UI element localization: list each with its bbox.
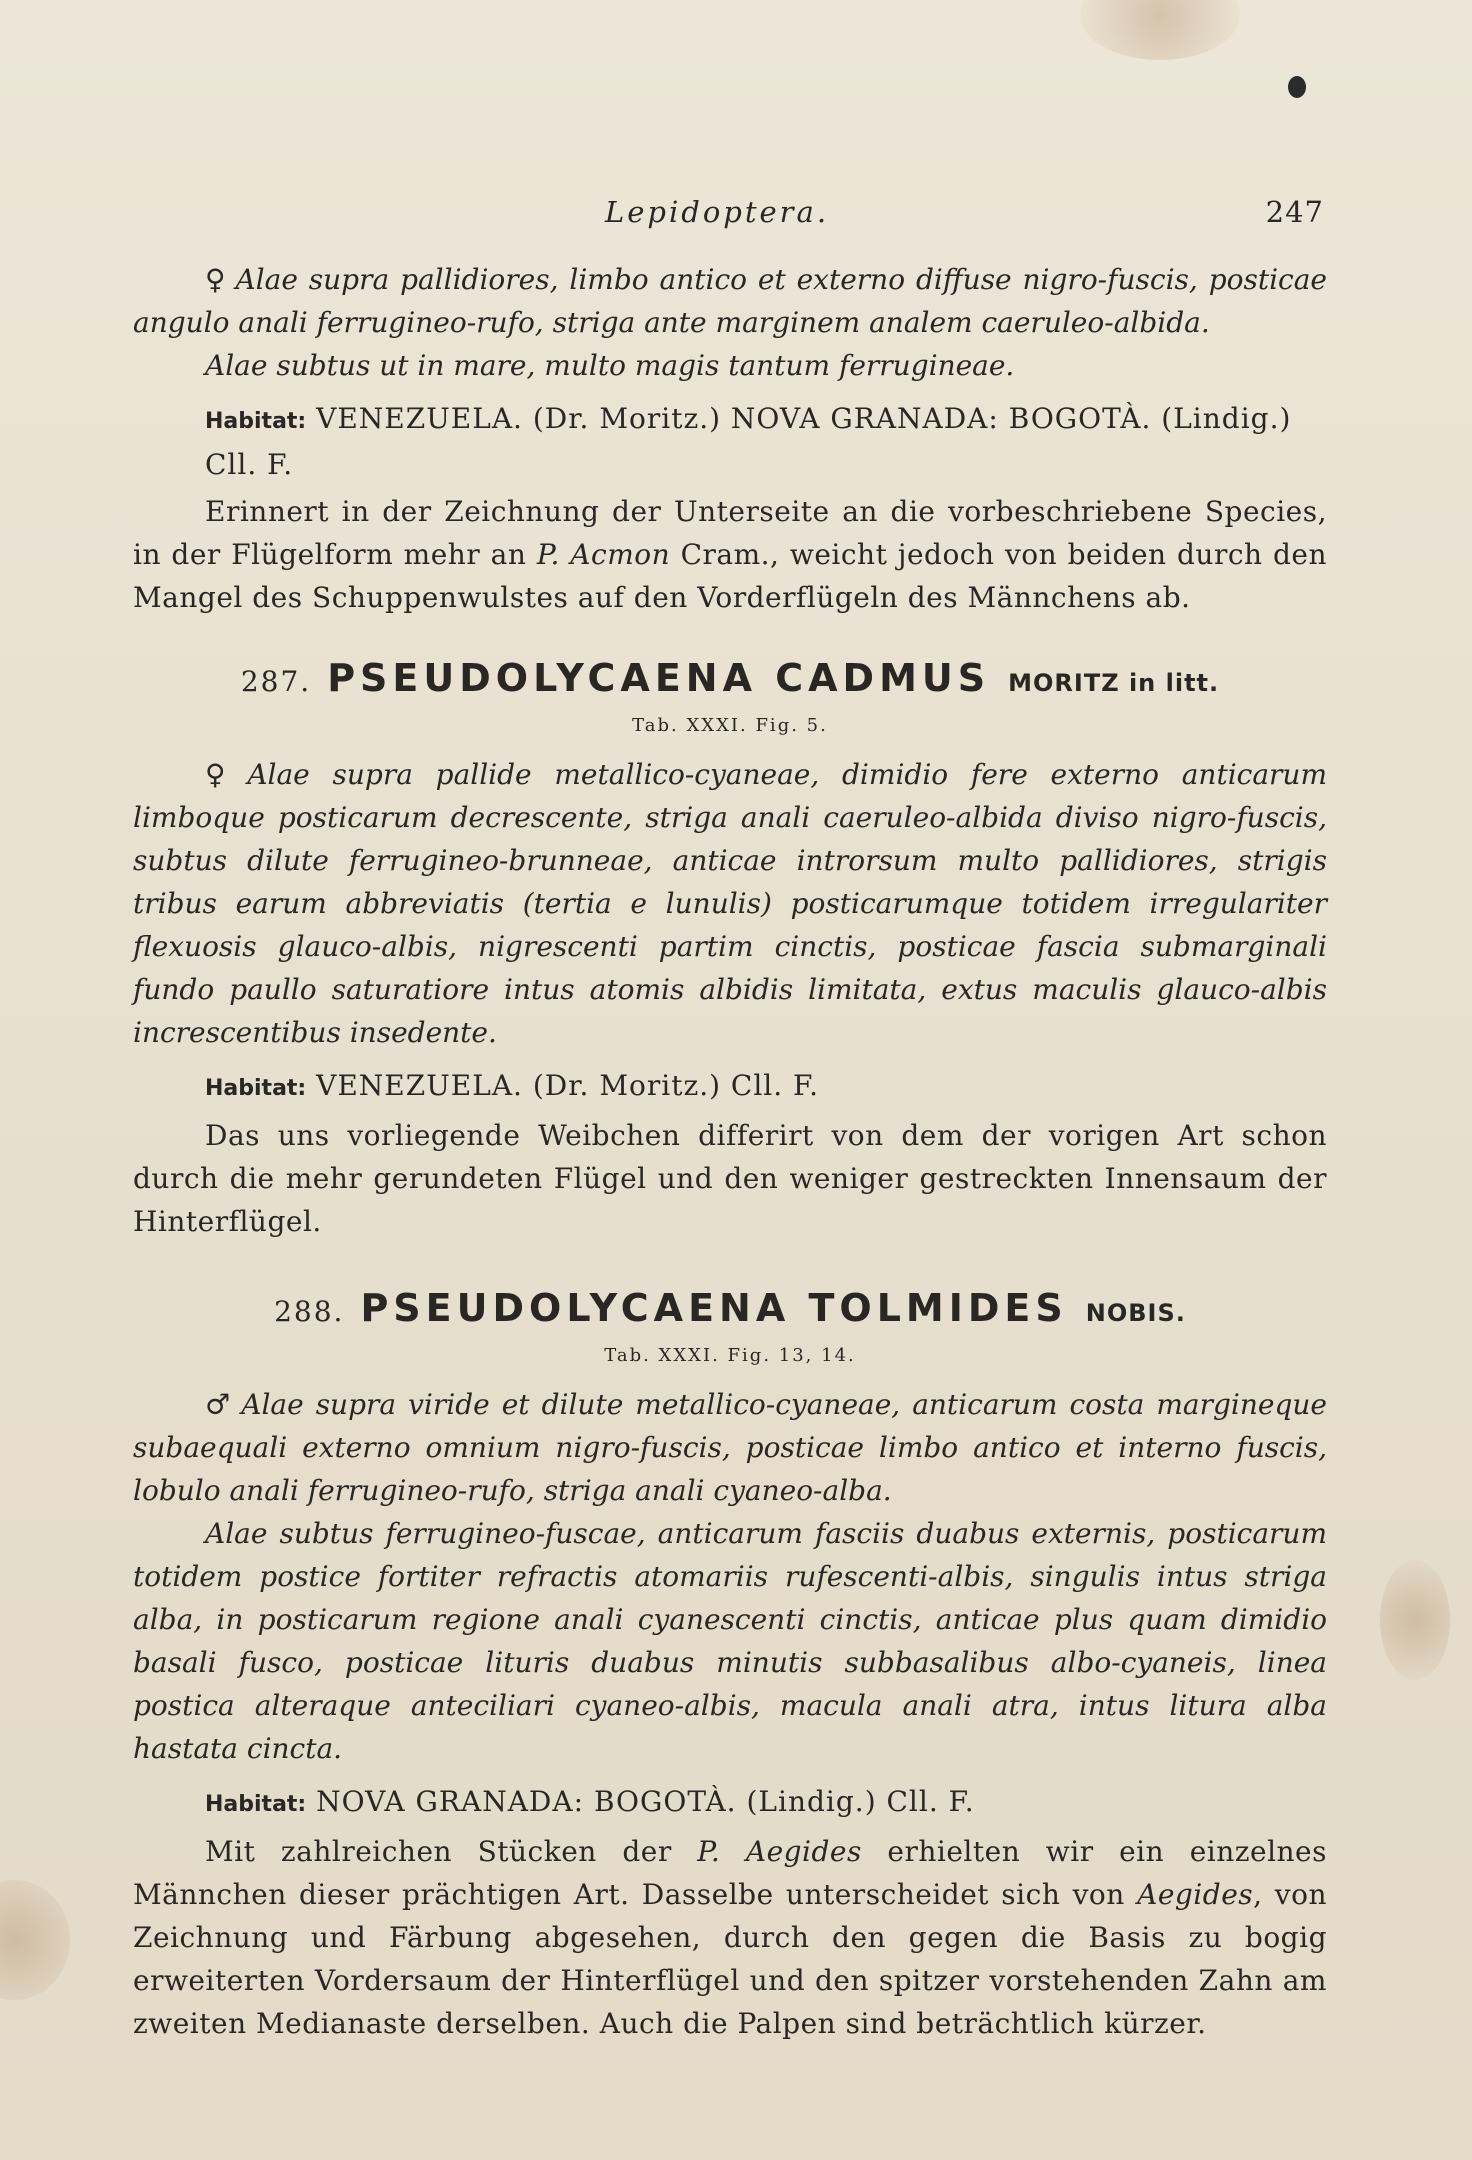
habitat-text: VENEZUELA. (Dr. Moritz.) Cll. F. [316,1069,820,1102]
habitat-line [205,397,1327,486]
male-symbol-icon: ♂ [205,1388,234,1421]
habitat-label: Habitat: [205,1792,307,1817]
paper-stain [0,1880,70,2000]
female-symbol-icon: ♀ [205,758,240,791]
species-reference: P. Aegides [697,1835,862,1868]
page-body [133,258,1327,2045]
running-header [135,195,1324,235]
species-reference: P. Acmon [536,538,671,571]
plate-reference: Tab. XXXI. Fig. 5. [632,715,828,736]
remark-paragraph: Erinnert in der Zeichnung der Unterseite an die vorbeschriebene Species, in der Flügelform mehr an P. Acmon Cram., weicht jedoch von beiden durch den Mangel des Schuppenwulstes auf den Vorderflügeln des Männchens ab. [133,495,1327,614]
underside-description: Alae subtus ut in mare, multo magis tantum ferrugineae. [205,349,1015,382]
running-title: Lepidoptera. [605,195,830,229]
species-heading-288 [133,1287,1327,1335]
habitat-text: NOVA GRANADA: BOGOTÀ. (Lindig.) Cll. F. [316,1785,975,1818]
species-number: 288. [274,1295,345,1328]
female-diagnosis: ♀ Alae supra pallide metallico-cyaneae, dimidio fere externo anticarum limboque posticarum decrescente, striga anali caeruleo-albida diviso nigro-fuscis, subtus dilute ferrugineo-brunneae, anticae introrsum multo pallidiores, strigis tribus earum abbreviatis (tertia e lunulis) posticarumque totidem irregulariter flexuosis glauco-albis, nigrescenti partim cinctis, posticae fascia submarginali fundo paullo saturatiore intus atomis albidis limitata, extus maculis glauco-albis increscentibus insedente. [133,758,1327,1049]
species-name: PSEUDOLYCAENA TOLMIDES [360,1286,1068,1330]
species-authority: MORITZ in litt. [1008,669,1220,697]
paper-stain [1380,1560,1450,1680]
plate-reference: Tab. XXXI. Fig. 13, 14. [604,1345,856,1366]
species-number: 287. [240,665,312,698]
habitat-line [205,1780,1327,1826]
remark-paragraph: Das uns vorliegende Weibchen differirt von dem der vorigen Art schon durch die mehr gerundeten Flügel und den weniger gestreckten Innensaum der Hinterflügel. [133,1119,1327,1238]
underside-description: Alae subtus ferrugineo-fuscae, anticarum fasciis duabus externis, posticarum totidem postice fortiter refractis atomariis rufescenti-albis, singulis intus striga alba, in posticarum regione anali cyanescenti cinctis, anticae plus quam dimidio basali fusco, posticae lituris duabus minutis subbasalibus albo-cyaneis, linea postica alteraque anteciliari cyaneo-albis, macula anali atra, intus litura alba hastata cincta. [133,1517,1327,1765]
female-symbol-icon: ♀ [205,263,228,296]
species-name: PSEUDOLYCAENA CADMUS [327,656,991,700]
ink-blot [1288,76,1306,98]
page-number: 247 [1265,195,1324,229]
habitat-label: Habitat: [205,1076,307,1101]
habitat-text: VENEZUELA. (Dr. Moritz.) NOVA GRANADA: BOGOTÀ. (Lindig.) Cll. F. [205,402,1292,481]
habitat-label: Habitat: [205,409,307,434]
paper-stain [1080,0,1240,60]
species-heading-287 [133,657,1327,705]
species-authority: NOBIS. [1085,1299,1186,1327]
habitat-line [205,1064,1327,1110]
remark-paragraph: Mit zahlreichen Stücken der P. Aegides erhielten wir ein einzelnes Männchen dieser prächtigen Art. Dasselbe unterscheidet sich von Aegides, von Zeichnung und Färbung abgesehen, durch den gegen die Basis zu bogig erweiterten Vordersaum der Hinterflügel und den spitzer vorstehenden Zahn am zweiten Medianaste derselben. Auch die Palpen sind beträchtlich kürzer. [133,1835,1328,2040]
male-diagnosis: ♂ Alae supra viride et dilute metallico-cyaneae, anticarum costa margineque subaequali externo omnium nigro-fuscis, posticae limbo antico et interno fuscis, lobulo anali ferrugineo-rufo, striga anali cyaneo-alba. [133,1388,1328,1507]
species-reference: Aegides [1137,1878,1254,1911]
female-diagnosis: ♀ Alae supra pallidiores, limbo antico et externo diffuse nigro-fuscis, posticae angulo anali ferrugineo-rufo, striga ante marginem analem caeruleo-albida. [133,263,1327,339]
